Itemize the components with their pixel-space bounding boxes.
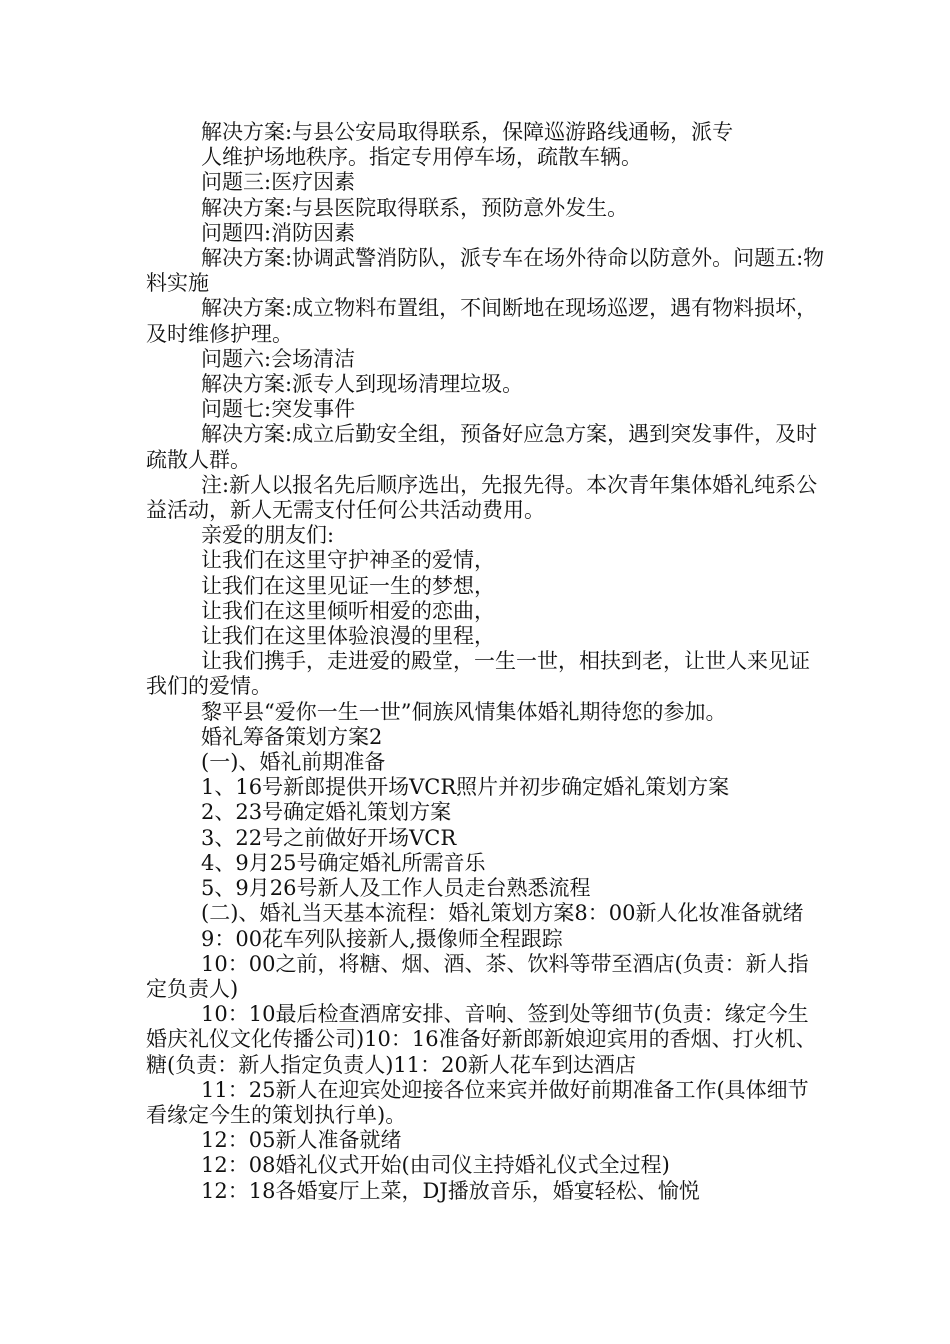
paragraph: 解决方案:成立物料布置组，不间断地在现场巡逻，遇有物料损坏，及时维修护理。 bbox=[146, 296, 818, 346]
paragraph: 黎平县“爱你一生一世”侗族风情集体婚礼期待您的参加。 bbox=[201, 699, 727, 724]
greeting: 亲爱的朋友们: bbox=[201, 523, 335, 548]
schedule-item: 12：08婚礼仪式开始(由司仪主持婚礼仪式全过程) bbox=[201, 1153, 670, 1178]
poem-line: 让我们在这里守护神圣的爱情， bbox=[201, 548, 495, 573]
subsection-title: (一)、婚礼前期准备 bbox=[201, 750, 386, 775]
paragraph: 解决方案:派专人到现场清理垃圾。 bbox=[201, 372, 524, 397]
poem-line: 让我们在这里倾听相爱的恋曲， bbox=[201, 598, 495, 623]
heading-problem-6: 问题六:会场清洁 bbox=[201, 346, 356, 371]
schedule-item: 11：25新人在迎宾处迎接各位来宾并做好前期准备工作(具体细节看缘定今生的策划执行单)。 bbox=[146, 1077, 809, 1127]
heading-problem-7: 问题七:突发事件 bbox=[201, 397, 356, 422]
heading-problem-4: 问题四:消防因素 bbox=[201, 220, 356, 245]
paragraph: 人维护场地秩序。指定专用停车场，疏散车辆。 bbox=[201, 145, 642, 170]
poem-line: 让我们在这里体验浪漫的里程， bbox=[201, 624, 495, 649]
list-item: 4、9月25号确定婚礼所需音乐 bbox=[201, 850, 486, 875]
list-item: 3、22号之前做好开场VCR bbox=[201, 825, 457, 850]
note-paragraph: 注:新人以报名先后顺序选出，先报先得。本次青年集体婚礼纯系公益活动，新人无需支付任何公共活动费用。 bbox=[146, 472, 818, 523]
schedule-item: 12：05新人准备就绪 bbox=[201, 1128, 402, 1153]
schedule-item: 9：00花车列队接新人,摄像师全程跟踪 bbox=[201, 926, 563, 951]
paragraph: 解决方案:与县公安局取得联系，保障巡游路线通畅，派专 bbox=[201, 120, 734, 144]
list-item: 5、9月26号新人及工作人员走台熟悉流程 bbox=[201, 876, 591, 901]
list-item: 1、16号新郎提供开场VCR照片并初步确定婚礼策划方案 bbox=[201, 775, 730, 800]
paragraph: 解决方案:协调武警消防队，派专车在场外待命以防意外。问题五:物料实施 bbox=[146, 246, 825, 296]
list-item: 2、23号确定婚礼策划方案 bbox=[201, 800, 452, 825]
document-body bbox=[146, 120, 826, 1204]
schedule-item: 10：00之前，将糖、烟、酒、茶、饮料等带至酒店(负责：新人指定负责人) bbox=[146, 951, 809, 1001]
paragraph: 让我们携手，走进爱的殿堂，一生一世，相扶到老，让世人来见证我们的爱情。 bbox=[146, 649, 810, 699]
paragraph: 解决方案:成立后勤安全组，预备好应急方案，遇到突发事件，及时疏散人群。 bbox=[146, 422, 818, 472]
section-title: 婚礼筹备策划方案2 bbox=[201, 724, 383, 749]
subsection-title: (二)、婚礼当天基本流程：婚礼策划方案8：00新人化妆准备就绪 bbox=[201, 901, 804, 926]
poem-line: 让我们在这里见证一生的梦想， bbox=[201, 573, 495, 598]
paragraph: 解决方案:与县医院取得联系，预防意外发生。 bbox=[201, 195, 629, 220]
heading-problem-3: 问题三:医疗因素 bbox=[201, 170, 356, 195]
schedule-item: 12：18各婚宴厅上菜，DJ播放音乐，婚宴轻松、愉悦 bbox=[201, 1178, 700, 1203]
schedule-item: 10：10最后检查酒席安排、音响、签到处等细节(负责：缘定今生婚庆礼仪文化传播公司)10：16准备好新郎新娘迎宾用的香烟、打火机、糖(负责：新人指定负责人)11：20新人花车到达酒店 bbox=[146, 1002, 817, 1077]
